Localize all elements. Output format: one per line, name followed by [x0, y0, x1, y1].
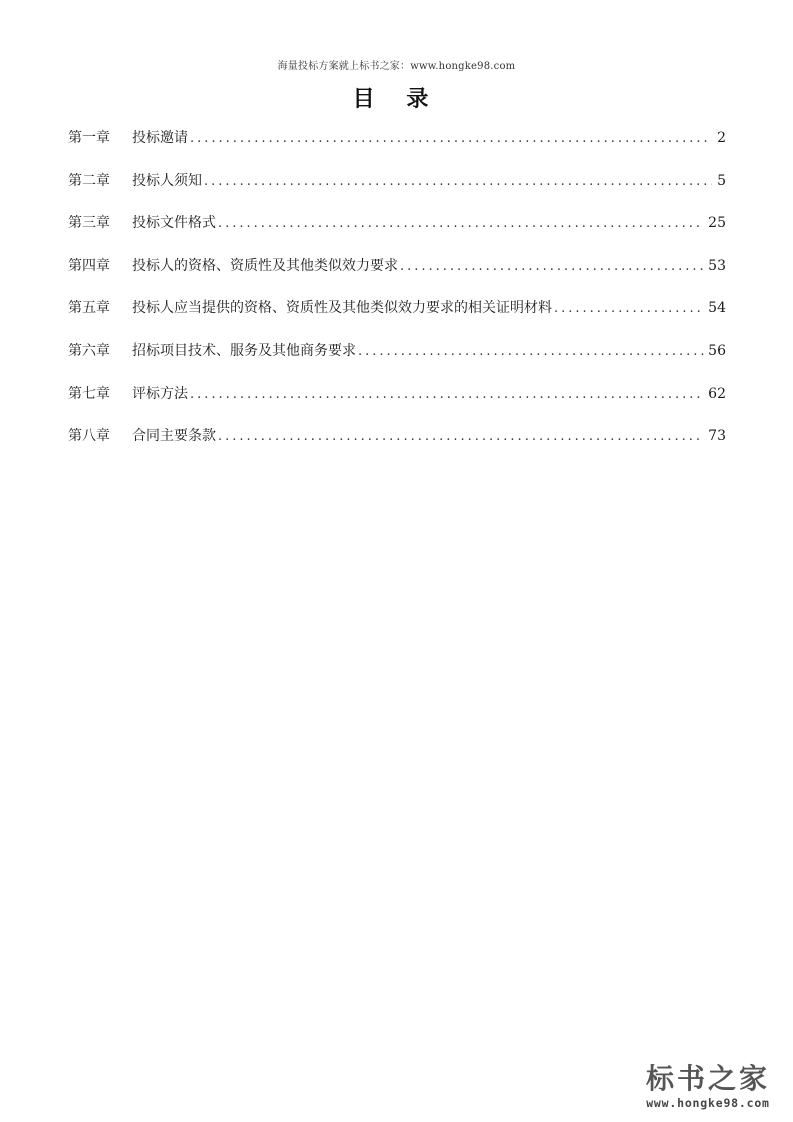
- toc-chapter-number: 第八章: [68, 428, 110, 445]
- toc-page-number: 54: [708, 300, 726, 317]
- toc-chapter-heading: 投标人的资格、资质性及其他类似效力要求: [132, 257, 398, 274]
- toc-page-number: 2: [717, 130, 726, 146]
- watermark-logo: [633, 1062, 783, 1110]
- watermark-logo-text: 标书之家: [645, 1062, 770, 1095]
- toc-dot-leader: [358, 342, 704, 362]
- toc-chapter-number: 第五章: [68, 300, 110, 317]
- toc-chapter-heading: 评标方法: [132, 385, 188, 402]
- toc-chapter-number: 第六章: [68, 342, 110, 359]
- toc-entry-3[interactable]: [68, 213, 726, 256]
- toc-chapter-heading: 合同主要条款: [132, 428, 216, 445]
- toc-entry-8[interactable]: [68, 426, 726, 469]
- table-of-contents: [68, 128, 726, 469]
- header-note: 海量投标方案就上标书之家：www.hongke98.com: [277, 61, 516, 72]
- toc-page-number: 53: [708, 257, 726, 274]
- toc-page-number: 25: [708, 215, 726, 232]
- toc-chapter-heading: 投标文件格式: [132, 215, 216, 232]
- toc-entry-5[interactable]: [68, 298, 726, 341]
- toc-page-number: 62: [708, 385, 726, 402]
- toc-dot-leader: [554, 299, 704, 319]
- toc-chapter-heading: 投标人须知: [132, 172, 202, 189]
- page-title: 目 录: [352, 87, 441, 112]
- toc-page-number: 56: [708, 342, 726, 359]
- toc-entry-4[interactable]: [68, 256, 726, 299]
- toc-chapter-heading: 投标邀请: [132, 130, 188, 146]
- toc-entry-2[interactable]: [68, 171, 726, 214]
- toc-entry-7[interactable]: [68, 384, 726, 427]
- toc-dot-leader: [190, 129, 712, 149]
- toc-dot-leader: [204, 172, 712, 192]
- toc-chapter-number: 第一章: [68, 130, 110, 146]
- toc-page-number: 5: [717, 172, 726, 189]
- toc-entry-6[interactable]: [68, 341, 726, 384]
- toc-chapter-number: 第三章: [68, 215, 110, 232]
- toc-entry-1[interactable]: [68, 128, 726, 171]
- toc-chapter-number: 第四章: [68, 257, 110, 274]
- toc-page-number: 73: [708, 428, 726, 445]
- watermark-url: www.hongke98.com: [646, 1096, 770, 1110]
- toc-chapter-heading: 招标项目技术、服务及其他商务要求: [132, 342, 356, 359]
- toc-dot-leader: [218, 214, 704, 234]
- toc-dot-leader: [218, 427, 704, 447]
- toc-dot-leader: [190, 385, 704, 405]
- toc-chapter-number: 第七章: [68, 385, 110, 402]
- toc-dot-leader: [400, 257, 704, 277]
- toc-chapter-number: 第二章: [68, 172, 110, 189]
- toc-chapter-heading: 投标人应当提供的资格、资质性及其他类似效力要求的相关证明材料: [132, 300, 552, 317]
